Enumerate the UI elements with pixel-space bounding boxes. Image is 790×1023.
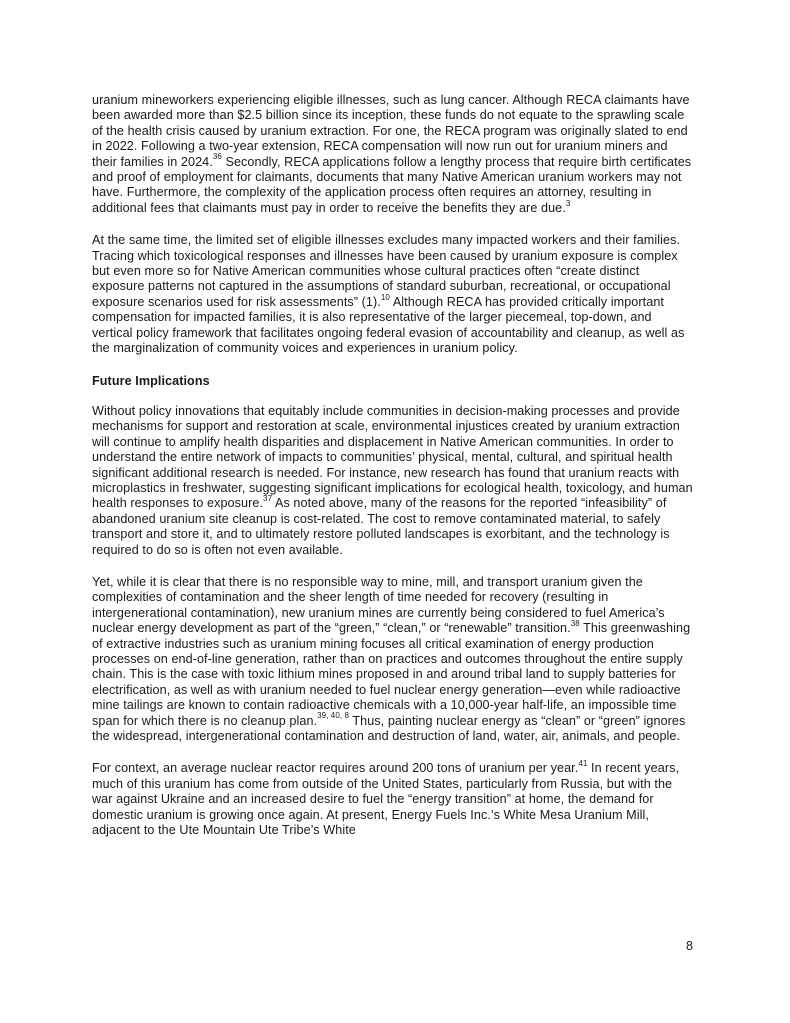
paragraph-policy-innovations: Without policy innovations that equitably include communities in decision-making processes and provide mechanisms for support and restoration at scale, environmental injustices created by uranium extraction will continue to amplify health disparities and displacement in Native American communities. In order to understand the entire network of impacts to communities’ physical, mental, cultural, and spiritual health significant additional research is needed. For instance, new research has found that uranium reacts with microplastics in freshwater, suggesting significant implications for ecological health, toxicology, and human health responses to exposure.$^{37}$ As noted above, many of the reasons for the reported “infeasibility” of abandoned uranium site cleanup is cost-related. The cost to remove contaminated material, to safely transport and store it, and to ultimately restore polluted landscapes is exorbitant, and the technology is required to do so is often not even available.: [92, 403, 693, 557]
footnote-ref[interactable]: 37: [263, 494, 273, 504]
paragraph-reca-claims: uranium mineworkers experiencing eligible illnesses, such as lung cancer. Although RECA claimants have been awarded more than $2.5 billion since its inception, these funds do not equate to the sprawling scale of the health crisis caused by uranium extraction. For one, the RECA program was originally slated to end in 2022. Following a two-year extension, RECA compensation will now run out for uranium miners and their families in 2024.36 Secondly, RECA applications follow a lengthy process that require birth certificates and proof of employment for claimants, documents that many Native American uranium workers may not have. Furthermore, the complexity of the application process often requires an attorney, resulting in additional fees that claimants must pay in order to receive the benefits they are due.$^3$: [92, 93, 692, 215]
footnote-ref[interactable]: 10: [380, 292, 390, 302]
body-text: [92, 93, 695, 855]
footnote-ref[interactable]: 39, 40, 8: [317, 711, 349, 721]
section-heading: Future Implications: [92, 373, 210, 388]
footnote-ref[interactable]: 36: [212, 152, 222, 162]
footnote-ref[interactable]: 38: [570, 619, 580, 628]
footnote-ref[interactable]: 3: [565, 198, 571, 208]
page-number: 8: [686, 939, 694, 953]
footnote-ref[interactable]: 41: [578, 759, 588, 769]
paragraph-eligible-illnesses: At the same time, the limited set of eligible illnesses excludes many impacted workers and their families. Tracing which toxicological responses and illnesses have been caused by uranium exposure is complex but even more so for Native American communities whose cultural practices often “create distinct exposure patterns not captured in the assumptions of standard suburban, recreational, or occupational exposure scenarios used for risk assessments” (1).$^{10}$ Although RECA has provided critically important compensation for impacted families, it is also representative of the larger piecemeal, top-down, and vertical policy framework that facilitates ongoing federal evasion of accountability and cleanup, as well as the marginalization of community voices and experiences in uranium policy.: [92, 233, 685, 356]
paragraph-greenwashing: Yet, while it is clear that there is no responsible way to mine, mill, and transport uranium given the complexities of contamination and the sheer length of time needed for recovery (resulting in intergenerational contamination), new uranium mines are currently being considered to fuel America’s nuclear energy development as part of the “green,” “clean,” or “renewable” transition.$^{38}$ This greenwashing of extractive industries such as uranium mining focuses all critical examination of energy production processes on end-of-line generation, rather than on practices and outcomes throughout the entire supply chain. This is the case with toxic lithium mines proposed in and around tribal land to supply batteries for electrification, as well as with uranium needed to fuel nuclear energy generation—even while radioactive mine tailings are known to contain radioactive chemicals with a 10,000-year half-life, an impossible time span for which there is no cleanup plan.$^{39, 40, 8}$ Thus, painting nuclear energy as “clean” or “green” ignores the widespread, intergenerational contamination and destruction of land, water, air, animals, and people.: [92, 574, 691, 744]
paragraph-nuclear-reactor: For context, an average nuclear reactor requires around 200 tons of uranium per year.$^{41}$ In recent years, much of this uranium has come from outside of the United States, particularly from Russia, but with the war against Ukraine and an increased desire to fuel the “energy transition” at home, the demand for domestic uranium is growing once again. At present, Energy Fuels Inc.’s White Mesa Uranium Mill, adjacent to the Ute Mountain Ute Tribe’s White: [92, 759, 680, 838]
